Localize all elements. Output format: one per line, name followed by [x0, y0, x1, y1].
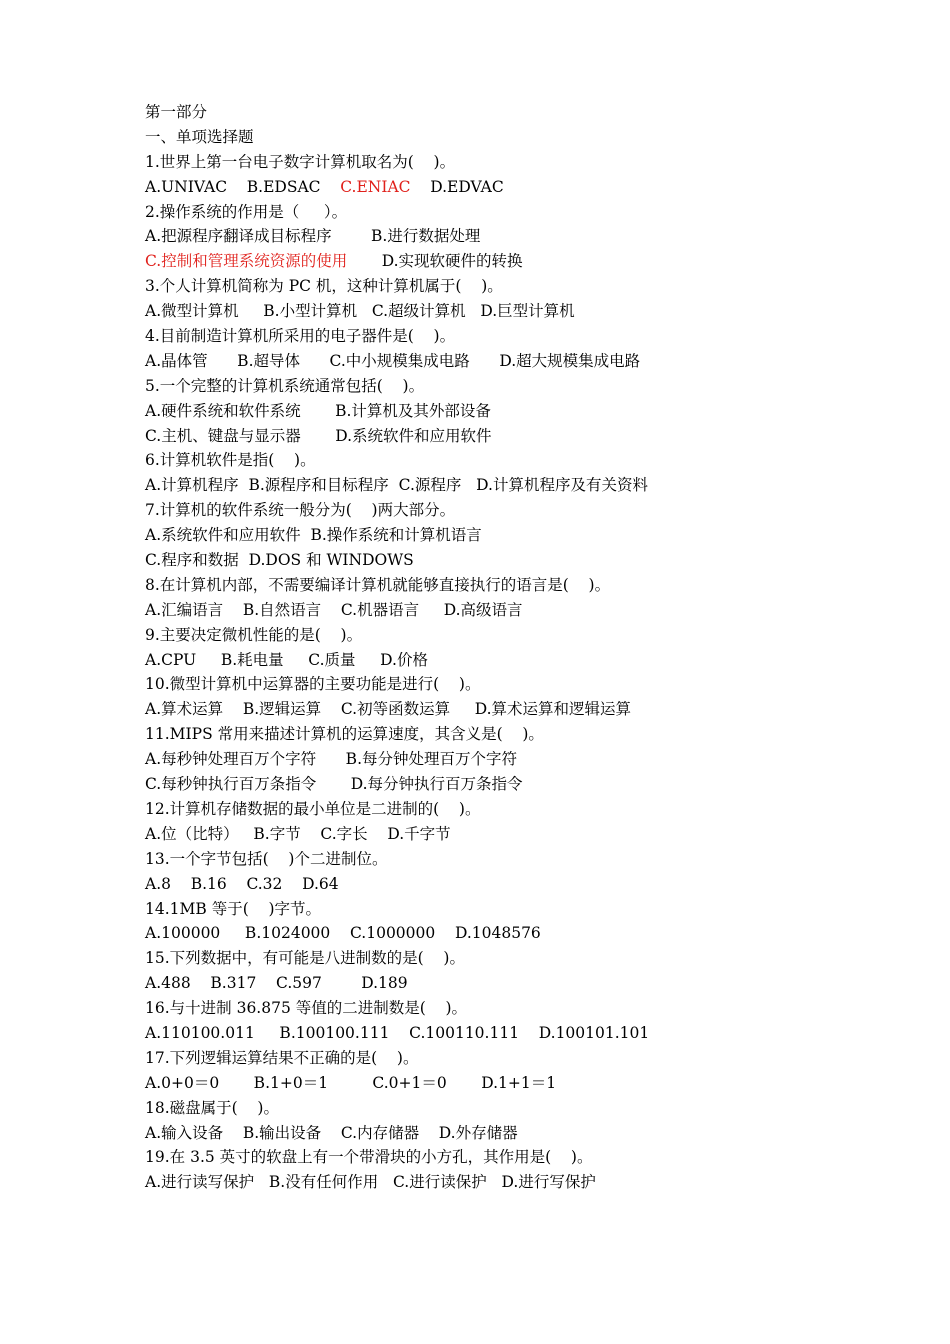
- question-2-options-a: A.把源程序翻译成目标程序 B.进行数据处理: [145, 227, 481, 246]
- question-11-options-b: C.每秒钟执行百万条指令 D.每分钟执行百万条指令: [145, 775, 523, 794]
- question-11: 11.MIPS 常用来描述计算机的运算速度，其含义是( )。: [145, 725, 544, 744]
- question-17-options: A.0+0＝0 B.1+0＝1 C.0+1＝0 D.1+1＝1: [145, 1073, 557, 1092]
- question-8: 8.在计算机内部，不需要编译计算机就能够直接执行的语言是( )。: [145, 575, 611, 594]
- question-13-options: A.8 B.16 C.32 D.64: [145, 874, 339, 893]
- question-1: 1.世界上第一台电子数字计算机取名为( )。: [145, 152, 456, 171]
- question-9: 9.主要决定微机性能的是( )。: [145, 625, 363, 644]
- question-12-options: A.位（比特） B.字节 C.字长 D.千字节: [145, 824, 451, 843]
- question-19-options: A.进行读写保护 B.没有任何作用 C.进行读保护 D.进行写保护: [145, 1173, 596, 1192]
- question-19: 19.在 3.5 英寸的软盘上有一个带滑块的小方孔，其作用是( )。: [145, 1148, 593, 1167]
- question-5-options-b: C.主机、键盘与显示器 D.系统软件和应用软件: [145, 426, 492, 445]
- question-14-options: A.100000 B.1024000 C.1000000 D.1048576: [145, 924, 541, 943]
- question-10-options: A.算术运算 B.逻辑运算 C.初等函数运算 D.算术运算和逻辑运算: [145, 700, 632, 719]
- question-15-options: A.488 B.317 C.597 D.189: [145, 974, 408, 993]
- question-7: 7.计算机的软件系统一般分为( )两大部分。: [145, 501, 456, 520]
- question-7-options-b: C.程序和数据 D.DOS 和 WINDOWS: [145, 551, 414, 570]
- question-18: 18.磁盘属于( )。: [145, 1098, 279, 1117]
- highlighted-answer: C.控制和管理系统资源的使用: [145, 252, 348, 271]
- document-page: [145, 100, 845, 1195]
- option-text: D.EDVAC: [410, 177, 504, 196]
- question-11-options-a: A.每秒钟处理百万个字符 B.每分钟处理百万个字符: [145, 750, 518, 769]
- question-5: 5.一个完整的计算机系统通常包括( )。: [145, 376, 425, 395]
- question-4-options: A.晶体管 B.超导体 C.中小规模集成电路 D.超大规模集成电路: [145, 351, 641, 370]
- question-18-options: A.输入设备 B.输出设备 C.内存储器 D.外存储器: [145, 1123, 518, 1142]
- question-2-options-b: [145, 249, 845, 274]
- question-8-options: A.汇编语言 B.自然语言 C.机器语言 D.高级语言: [145, 600, 523, 619]
- question-16-options: A.110100.011 B.100100.111 C.100110.111 D.100101.101: [145, 1023, 650, 1042]
- section-title: 一、单项选择题: [145, 127, 254, 146]
- question-14: 14.1MB 等于( )字节。: [145, 899, 322, 918]
- question-17: 17.下列逻辑运算结果不正确的是( )。: [145, 1048, 419, 1067]
- option-text: D.实现软硬件的转换: [347, 252, 523, 271]
- question-4: 4.目前制造计算机所采用的电子器件是( )。: [145, 327, 456, 346]
- question-6: 6.计算机软件是指( )。: [145, 451, 316, 470]
- question-2: 2.操作系统的作用是（ ）。: [145, 202, 348, 221]
- question-9-options: A.CPU B.耗电量 C.质量 D.价格: [145, 650, 428, 669]
- question-6-options: A.计算机程序 B.源程序和目标程序 C.源程序 D.计算机程序及有关资料: [145, 476, 648, 495]
- question-5-options-a: A.硬件系统和软件系统 B.计算机及其外部设备: [145, 401, 491, 420]
- part-title: 第一部分: [145, 103, 208, 121]
- option-text: A.UNIVAC B.EDSAC: [145, 177, 341, 196]
- highlighted-answer: C.ENIAC: [340, 177, 411, 196]
- question-1-options: [145, 175, 845, 200]
- question-3-options: A.微型计算机 B.小型计算机 C.超级计算机 D.巨型计算机: [145, 302, 575, 321]
- question-15: 15.下列数据中，有可能是八进制数的是( )。: [145, 949, 465, 968]
- question-12: 12.计算机存储数据的最小单位是二进制的( )。: [145, 799, 481, 818]
- question-10: 10.微型计算机中运算器的主要功能是进行( )。: [145, 675, 481, 694]
- question-16: 16.与十进制 36.875 等值的二进制数是( )。: [145, 999, 468, 1018]
- question-3: 3.个人计算机简称为 PC 机，这种计算机属于( )。: [145, 277, 503, 296]
- question-13: 13.一个字节包括( )个二进制位。: [145, 849, 388, 868]
- question-7-options-a: A.系统软件和应用软件 B.操作系统和计算机语言: [145, 526, 482, 545]
